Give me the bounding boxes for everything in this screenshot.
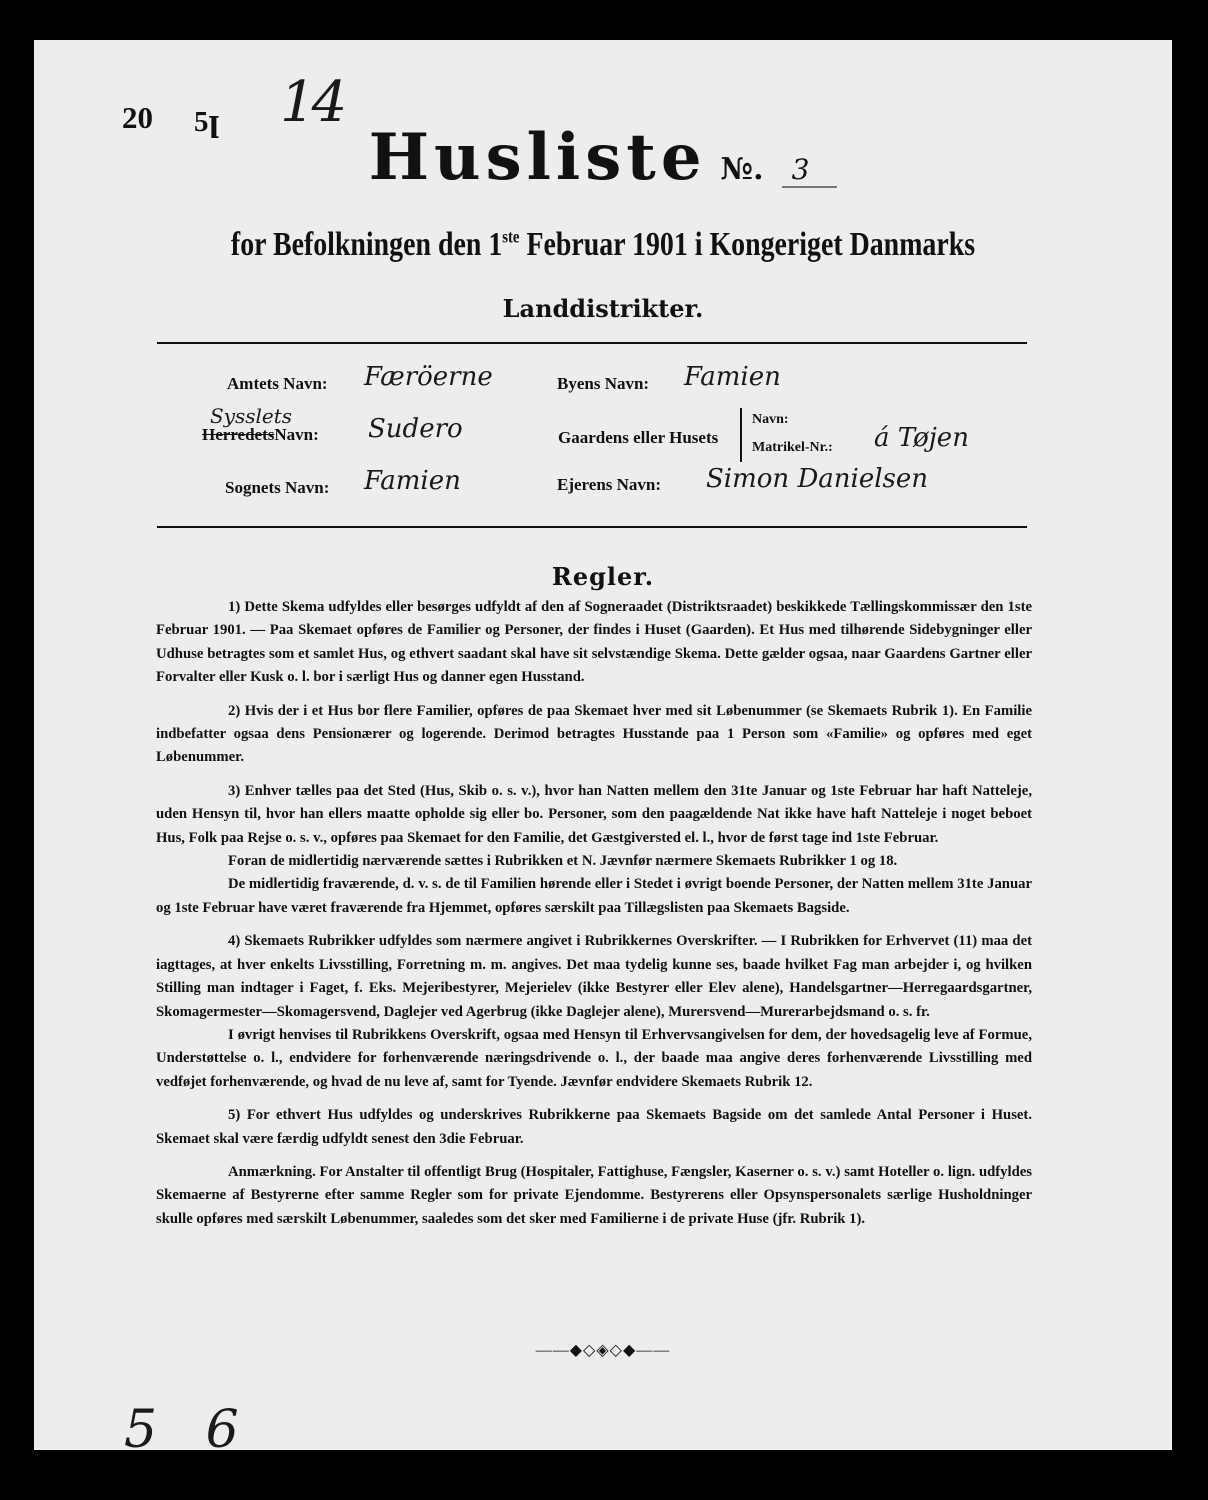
rule-5: 5) For ethvert Hus udfyldes og underskrives Rubrikkerne paa Skemaets Bagside om det samlede Antal Personer i Huset. Skemaet skal være færdig udfyldt senest den 3die Februar. bbox=[156, 1107, 1032, 1147]
form-title bbox=[34, 120, 1172, 195]
amt-label: Amtets Navn: bbox=[227, 374, 328, 393]
form-subtitle-2: Landdistrikter. bbox=[502, 294, 704, 323]
rule-1: 1) Dette Skema udfyldes eller besørges udfyldt af den af Sogneraadet (Distriktsraadet) beskikkede Tællingskommissær den 1ste Februar 1901. — Paa Skemaet opføres de Familier og Personer, der findes i Huset (Gaarden). Et Hus med tilhørende Sidebygninger eller Udhuse betragtes som et samlet Hus, og ethvert saadant skal have sit selvstændige Skema. Dette gælder ogsaa, naar Gaardens Gartner eller Forvalter eller Kusk o. l. bor i særligt Hus og danner egen Husstand. bbox=[156, 599, 1032, 686]
rule-3c: De midlertidig fraværende, d. v. s. de til Familien hørende eller i Stedet i øvrigt boende Personer, der Natten mellem 31te Januar og 1ste Februar have været fraværende fra Hjemmet, opføres særskilt paa Tillægslisten paa Skemaets Bagside. bbox=[156, 876, 1032, 916]
number-label: №. bbox=[720, 152, 764, 187]
regler-title: Regler. bbox=[551, 562, 655, 591]
top-rule bbox=[157, 342, 1027, 344]
handwritten-bottom-number: 5 6 bbox=[124, 1400, 255, 1450]
rule-4b: I øvrigt henvises til Rubrikkens Overskrift, ogsaa med Hensyn til Erhvervsangivelsen for dem, der hovedsagelig leve af Formue, Understøttelse o. l., endvidere for forhenværende næringsdrivende o. l., der baade maa angive deres forhenværende Livsstilling med vedføjet forhenværende, og hvad de nu leve af, samt for Tyende. Jævnfør endvidere Skemaets Rubrik 12. bbox=[156, 1026, 1032, 1090]
herred-label bbox=[202, 425, 319, 445]
gaard-brace bbox=[740, 408, 750, 462]
subtitle-post: Februar 1901 i Kongeriget Danmarks bbox=[519, 226, 976, 263]
gaard-navn: Navn: bbox=[752, 412, 789, 427]
ejer-value: Simon Danielsen bbox=[706, 464, 929, 494]
sogn-value: Famien bbox=[364, 466, 461, 496]
subtitle-sup: ste bbox=[502, 226, 520, 247]
rule-3b: Foran de midlertidig nærværende sættes i Rubrikken et N. Jævnfør nærmere Skemaets Rubrikker 1 og 18. bbox=[228, 853, 898, 870]
handwritten-corner-number: 14 bbox=[280, 70, 344, 135]
gaard-value: á Tøjen bbox=[874, 423, 969, 453]
herred-insert: Sysslets bbox=[210, 404, 293, 428]
annotation bbox=[156, 1161, 1032, 1231]
gaard-label: Gaardens eller Husets bbox=[558, 428, 719, 447]
gaard-matrikel: Matrikel-Nr.: bbox=[752, 440, 833, 455]
herred-label-suffix: Navn: bbox=[274, 425, 319, 444]
form-title-text: Husliste bbox=[368, 120, 707, 195]
rule-4: 4) Skemaets Rubrikker udfyldes som nærmere angivet i Rubrikkernes Overskrifter. — I Rubrikken for Erhvervet (11) maa det iagttages, at hver enkelts Livsstilling, Forretning m. m. angives. Det maa tydelig kunne ses, baade hvilket Fag man arbejder i, og hvilken Stilling man indtager i Faget, f. Eks. Mejeribestyrer, Mejerielev (ikke Bestyrer eller Elev alene), Handelsgartner—Herregaardsgartner, Skomagermester—Skomagersvend, Daglejer ved Agerbrug (ikke Daglejer alene), Murersvend—Murerarbejdsmand o. s. fr. bbox=[156, 933, 1032, 1020]
subtitle-pre: for Befolkningen den 1 bbox=[230, 226, 503, 263]
stamp-number-a: 20 bbox=[122, 100, 153, 135]
rule-3: 3) Enhver tælles paa det Sted (Hus, Skib o. s. v.), hvor han Natten mellem den 31te Januar og 1ste Februar har haft Natteleje, uden Hensyn til, hvor han ellers maatte opholde sig eller bo. Personer, som den paagældende Nat ikke have haft Natteleje i noget beboet Hus, Folk paa Rejse o. s. v., opføres paa Skemaet for den Familie, det Gæstgiversted el. l., hvor de først tage ind 1ste Februar. bbox=[156, 782, 1032, 846]
census-form-page bbox=[34, 40, 1172, 1450]
number-value: 3 bbox=[782, 153, 838, 188]
herred-struck: Herredets bbox=[202, 425, 275, 444]
amt-value: Færöerne bbox=[364, 362, 493, 392]
rule-2: 2) Hvis der i et Hus bor flere Familier, opføres de paa Skemaet hver med sit Løbenummer (se Skemaets Rubrik 1). En Familie indbefatter ogsaa dens Pensionærer og logerende. Derimod betragtes Husstande paa 1 Person som «Familie» og opføres med eget Løbenummer. bbox=[156, 702, 1032, 766]
annotation-label: Anmærkning. bbox=[228, 1163, 316, 1180]
bottom-rule bbox=[157, 526, 1027, 528]
ejer-label: Ejerens Navn: bbox=[557, 475, 662, 494]
byen-value: Famien bbox=[684, 362, 781, 392]
byen-label: Byens Navn: bbox=[557, 374, 650, 393]
form-subtitle bbox=[136, 226, 1069, 264]
sogn-label: Sognets Navn: bbox=[225, 478, 330, 497]
rules-text bbox=[156, 596, 1032, 1241]
stamp-number-b: 5ꞁ bbox=[194, 106, 220, 138]
herred-value: Sudero bbox=[368, 414, 463, 444]
ornament-divider: ——◆◇◈◇◆—— bbox=[535, 1342, 671, 1359]
annotation-text: For Anstalter til offentligt Brug (Hospitaler, Fattighuse, Fængsler, Kaserner o. s. v.) samt Hoteller o. lign. udfyldes Skemaerne af Bestyrerne efter samme Regler som for private Ejendomme. Bestyrerens eller Opsynspersonalets særlige Husholdninger skulle opføres med særskilt Løbenummer, saaledes som det sker med Familierne i de private Huse (jfr. Rubrik 1). bbox=[156, 1163, 1032, 1227]
